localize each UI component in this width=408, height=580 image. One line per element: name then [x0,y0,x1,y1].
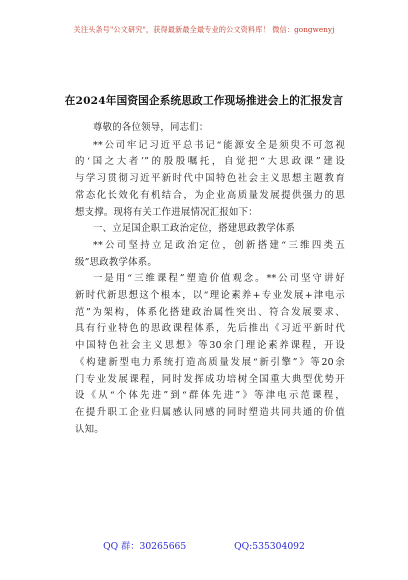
body-line: 一、立足国企职工政治定位，搭建思政教学体系 [93,223,296,235]
footer-qq-number: QQ:535304092 [234,541,305,552]
footer-qq-group: QQ 群：30265665 [103,541,187,552]
body-line: 认知。 [75,423,104,435]
body-line: 的‘国之大者’”的殷殷嘱托，自觉把“大思政课”建设 [75,156,345,168]
body-line: 常态化长效化有机结合，为企业高质量发展提供强力的思 [75,189,345,201]
body-line: **公司坚持立足政治定位，创新搭建“三维四类五 [93,239,345,251]
body-line: 门专业发展课程，同时发挥成功培树全国重大典型优势开 [75,373,345,385]
body-line: 想支撑。现将有关工作进展情况汇报如下： [75,206,258,218]
body-line: 级”思政教学体系。 [75,256,158,268]
footer-contact [0,538,408,552]
body-line: 尊敬的各位领导，同志们： [93,122,209,133]
body-line: 范”为架构，体系化搭建政治属性突出、符合发展要求、 [75,306,345,318]
document-title: 在2024年国资国企系统思政工作现场推进会上的汇报发言 [64,95,344,107]
document-body [75,120,345,438]
body-line: **公司牢记习近平总书记“能源安全是须臾不可忽视 [93,139,345,151]
body-line: 具有行业特色的思政课程体系，先后推出《习近平新时代 [75,323,345,335]
body-line: 《构建新型电力系统打造高质量发展“新引擎”》等20余 [75,356,345,368]
body-line: 一是用“三维课程”塑造价值观念。**公司坚守讲好 [93,273,345,285]
body-line: 设《从“个体先进”到“群体先进”》等津电示范课程， [75,390,345,402]
body-line: 在提升职工企业归属感认同感的同时塑造共同共通的价值 [75,406,345,418]
header-banner: 关注头条号"公文研究"，获得最新最全最专业的公文资料库！ 微信：gongwenyj [73,25,335,34]
body-line: 新时代新思想这个根本，以“理论素养+专业发展+津电示 [75,290,345,302]
body-line: 与学习贯彻习近平新时代中国特色社会主义思想主题教育 [75,173,345,185]
body-line: 中国特色社会主义思想》等30余门理论素养课程，开设 [75,340,345,352]
